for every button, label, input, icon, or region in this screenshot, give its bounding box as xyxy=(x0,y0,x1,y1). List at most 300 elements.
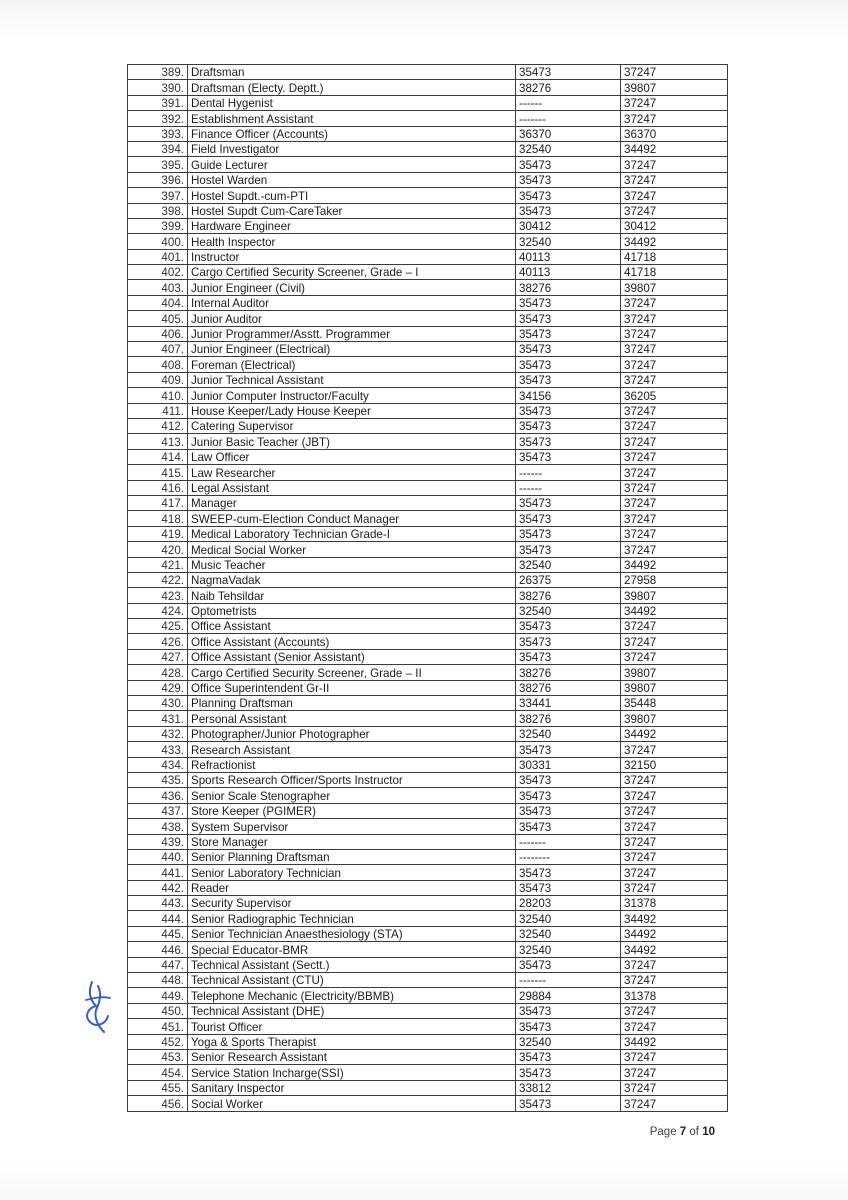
post-name-cell: Instructor xyxy=(188,249,516,264)
serial-number-cell: 407. xyxy=(128,342,188,357)
pay-cell-new: 37247 xyxy=(621,403,728,418)
pay-cell-old: ------- xyxy=(516,834,621,849)
post-name-cell: Medical Laboratory Technician Grade-I xyxy=(188,526,516,541)
pay-cell-new: 37247 xyxy=(621,526,728,541)
serial-number-cell: 456. xyxy=(128,1096,188,1111)
pay-cell-old: 35473 xyxy=(516,1003,621,1018)
pay-cell-old: ------ xyxy=(516,95,621,110)
serial-number-cell: 409. xyxy=(128,372,188,387)
serial-number-cell: 393. xyxy=(128,126,188,141)
pay-cell-new: 41718 xyxy=(621,265,728,280)
table-row xyxy=(128,649,728,664)
pay-cell-new: 37247 xyxy=(621,803,728,818)
pay-cell-old: 35473 xyxy=(516,880,621,895)
pay-cell-old: 32540 xyxy=(516,603,621,618)
serial-number-cell: 390. xyxy=(128,80,188,95)
serial-number-cell: 424. xyxy=(128,603,188,618)
pay-cell-old: 33441 xyxy=(516,696,621,711)
post-name-cell: Naib Tehsildar xyxy=(188,588,516,603)
post-name-cell: Manager xyxy=(188,495,516,510)
pay-cell-old: 35473 xyxy=(516,649,621,664)
pay-cell-new: 37247 xyxy=(621,834,728,849)
serial-number-cell: 432. xyxy=(128,726,188,741)
serial-number-cell: 434. xyxy=(128,757,188,772)
serial-number-cell: 399. xyxy=(128,218,188,233)
pay-cell-new: 37247 xyxy=(621,1096,728,1111)
table-row xyxy=(128,957,728,972)
post-name-cell: Store Manager xyxy=(188,834,516,849)
pay-cell-new: 37247 xyxy=(621,172,728,187)
pay-cell-new: 37247 xyxy=(621,95,728,110)
serial-number-cell: 452. xyxy=(128,1034,188,1049)
post-name-cell: House Keeper/Lady House Keeper xyxy=(188,403,516,418)
table-row xyxy=(128,757,728,772)
post-name-cell: Draftsman (Electy. Deptt.) xyxy=(188,80,516,95)
pay-cell-old: 32540 xyxy=(516,234,621,249)
post-name-cell: Senior Scale Stenographer xyxy=(188,788,516,803)
serial-number-cell: 422. xyxy=(128,572,188,587)
pay-cell-old: 35473 xyxy=(516,1065,621,1080)
serial-number-cell: 389. xyxy=(128,65,188,80)
post-name-cell: Catering Supervisor xyxy=(188,418,516,433)
serial-number-cell: 411. xyxy=(128,403,188,418)
pay-cell-old: 35473 xyxy=(516,495,621,510)
pay-cell-old: 32540 xyxy=(516,726,621,741)
pay-cell-old: 38276 xyxy=(516,680,621,695)
pay-cell-old: 32540 xyxy=(516,926,621,941)
post-name-cell: Junior Programmer/Asstt. Programmer xyxy=(188,326,516,341)
pay-cell-old: 35473 xyxy=(516,157,621,172)
serial-number-cell: 408. xyxy=(128,357,188,372)
pay-cell-new: 36370 xyxy=(621,126,728,141)
pay-cell-new: 39807 xyxy=(621,80,728,95)
pay-cell-new: 39807 xyxy=(621,711,728,726)
pay-cell-old: 35473 xyxy=(516,803,621,818)
pay-cell-old: 36370 xyxy=(516,126,621,141)
table-row xyxy=(128,926,728,941)
pay-cell-old: 26375 xyxy=(516,572,621,587)
pay-cell-old: 35473 xyxy=(516,372,621,387)
pay-cell-old: 33812 xyxy=(516,1080,621,1095)
pay-cell-old: 35473 xyxy=(516,403,621,418)
of-word: of xyxy=(689,1126,699,1138)
pay-cell-new: 37247 xyxy=(621,418,728,433)
pay-cell-old: 35473 xyxy=(516,1050,621,1065)
post-name-cell: Senior Radiographic Technician xyxy=(188,911,516,926)
table-row xyxy=(128,880,728,895)
post-name-cell: Technical Assistant (DHE) xyxy=(188,1003,516,1018)
serial-number-cell: 392. xyxy=(128,111,188,126)
pay-cell-new: 37247 xyxy=(621,372,728,387)
post-name-cell: Junior Engineer (Civil) xyxy=(188,280,516,295)
serial-number-cell: 427. xyxy=(128,649,188,664)
table-row xyxy=(128,141,728,156)
table-row xyxy=(128,619,728,634)
table-row xyxy=(128,188,728,203)
table-row xyxy=(128,542,728,557)
table-row xyxy=(128,849,728,864)
post-name-cell: Office Assistant (Accounts) xyxy=(188,634,516,649)
pay-cell-old: 35473 xyxy=(516,742,621,757)
pay-cell-old: 35473 xyxy=(516,311,621,326)
post-name-cell: Junior Basic Teacher (JBT) xyxy=(188,434,516,449)
serial-number-cell: 455. xyxy=(128,1080,188,1095)
pay-cell-new: 27958 xyxy=(621,572,728,587)
post-name-cell: Internal Auditor xyxy=(188,295,516,310)
serial-number-cell: 428. xyxy=(128,665,188,680)
post-name-cell: Draftsman xyxy=(188,65,516,80)
serial-number-cell: 438. xyxy=(128,819,188,834)
post-name-cell: Reader xyxy=(188,880,516,895)
table-row xyxy=(128,1003,728,1018)
pay-cell-new: 39807 xyxy=(621,588,728,603)
post-name-cell: Senior Research Assistant xyxy=(188,1050,516,1065)
table-row xyxy=(128,265,728,280)
pay-cell-new: 39807 xyxy=(621,280,728,295)
pay-cell-old: 32540 xyxy=(516,1034,621,1049)
pay-cell-new: 34492 xyxy=(621,926,728,941)
serial-number-cell: 449. xyxy=(128,988,188,1003)
post-name-cell: Junior Engineer (Electrical) xyxy=(188,342,516,357)
pay-cell-old: 35473 xyxy=(516,619,621,634)
pay-cell-old: 28203 xyxy=(516,896,621,911)
pay-cell-old: 32540 xyxy=(516,557,621,572)
table-row xyxy=(128,603,728,618)
pay-cell-old: ------ xyxy=(516,480,621,495)
serial-number-cell: 413. xyxy=(128,434,188,449)
table-row xyxy=(128,172,728,187)
post-name-cell: Planning Draftsman xyxy=(188,696,516,711)
pay-cell-old: 38276 xyxy=(516,80,621,95)
table-row xyxy=(128,988,728,1003)
post-name-cell: Establishment Assistant xyxy=(188,111,516,126)
table-row xyxy=(128,126,728,141)
table-row xyxy=(128,65,728,80)
post-name-cell: Cargo Certified Security Screener, Grade – II xyxy=(188,665,516,680)
table-row xyxy=(128,788,728,803)
serial-number-cell: 421. xyxy=(128,557,188,572)
table-row xyxy=(128,1065,728,1080)
pay-cell-new: 35448 xyxy=(621,696,728,711)
serial-number-cell: 451. xyxy=(128,1019,188,1034)
pay-cell-old: 30331 xyxy=(516,757,621,772)
salary-table-body xyxy=(128,65,728,1112)
post-name-cell: Senior Planning Draftsman xyxy=(188,849,516,864)
serial-number-cell: 415. xyxy=(128,465,188,480)
table-row xyxy=(128,772,728,787)
table-row xyxy=(128,973,728,988)
post-name-cell: Special Educator-BMR xyxy=(188,942,516,957)
pay-cell-new: 37247 xyxy=(621,819,728,834)
serial-number-cell: 431. xyxy=(128,711,188,726)
post-name-cell: Technical Assistant (Sectt.) xyxy=(188,957,516,972)
table-row xyxy=(128,449,728,464)
pay-cell-new: 37247 xyxy=(621,65,728,80)
pay-cell-new: 37247 xyxy=(621,434,728,449)
post-name-cell: Personal Assistant xyxy=(188,711,516,726)
table-row xyxy=(128,203,728,218)
post-name-cell: Office Superintendent Gr-II xyxy=(188,680,516,695)
post-name-cell: Field Investigator xyxy=(188,141,516,156)
pay-cell-new: 37247 xyxy=(621,1003,728,1018)
pay-cell-old: 35473 xyxy=(516,865,621,880)
pay-cell-new: 37247 xyxy=(621,849,728,864)
pay-cell-old: 35473 xyxy=(516,342,621,357)
serial-number-cell: 429. xyxy=(128,680,188,695)
post-name-cell: Dental Hygenist xyxy=(188,95,516,110)
table-row xyxy=(128,1034,728,1049)
serial-number-cell: 402. xyxy=(128,265,188,280)
table-row xyxy=(128,1080,728,1095)
page-total: 10 xyxy=(702,1126,715,1138)
table-row xyxy=(128,218,728,233)
table-row xyxy=(128,111,728,126)
post-name-cell: Optometrists xyxy=(188,603,516,618)
table-row xyxy=(128,865,728,880)
pay-cell-old: 35473 xyxy=(516,772,621,787)
serial-number-cell: 447. xyxy=(128,957,188,972)
pay-cell-old: 32540 xyxy=(516,942,621,957)
pay-cell-new: 37247 xyxy=(621,511,728,526)
post-name-cell: Service Station Incharge(SSI) xyxy=(188,1065,516,1080)
serial-number-cell: 453. xyxy=(128,1050,188,1065)
table-row xyxy=(128,495,728,510)
pay-cell-old: 30412 xyxy=(516,218,621,233)
table-row xyxy=(128,95,728,110)
pay-cell-new: 37247 xyxy=(621,1050,728,1065)
pay-cell-new: 34492 xyxy=(621,726,728,741)
pay-cell-new: 34492 xyxy=(621,141,728,156)
page-word: Page xyxy=(649,1126,677,1138)
page-footer xyxy=(650,1126,715,1138)
post-name-cell: Finance Officer (Accounts) xyxy=(188,126,516,141)
post-name-cell: Tourist Officer xyxy=(188,1019,516,1034)
pay-cell-old: 35473 xyxy=(516,65,621,80)
serial-number-cell: 412. xyxy=(128,418,188,433)
pay-cell-old: 35473 xyxy=(516,449,621,464)
table-row xyxy=(128,295,728,310)
table-row xyxy=(128,249,728,264)
post-name-cell: Junior Auditor xyxy=(188,311,516,326)
pay-cell-new: 37247 xyxy=(621,480,728,495)
table-row xyxy=(128,465,728,480)
post-name-cell: Office Assistant (Senior Assistant) xyxy=(188,649,516,664)
table-row xyxy=(128,726,728,741)
serial-number-cell: 454. xyxy=(128,1065,188,1080)
handwritten-initials-icon xyxy=(78,976,118,1038)
serial-number-cell: 404. xyxy=(128,295,188,310)
post-name-cell: Office Assistant xyxy=(188,619,516,634)
serial-number-cell: 426. xyxy=(128,634,188,649)
post-name-cell: Hardware Engineer xyxy=(188,218,516,233)
post-name-cell: Guide Lecturer xyxy=(188,157,516,172)
serial-number-cell: 391. xyxy=(128,95,188,110)
pay-cell-new: 41718 xyxy=(621,249,728,264)
pay-cell-new: 37247 xyxy=(621,957,728,972)
post-name-cell: Sports Research Officer/Sports Instructor xyxy=(188,772,516,787)
post-name-cell: Senior Laboratory Technician xyxy=(188,865,516,880)
serial-number-cell: 448. xyxy=(128,973,188,988)
pay-cell-new: 34492 xyxy=(621,234,728,249)
pay-cell-old: ------- xyxy=(516,111,621,126)
post-name-cell: Law Officer xyxy=(188,449,516,464)
table-row xyxy=(128,342,728,357)
pay-cell-old: 35473 xyxy=(516,357,621,372)
serial-number-cell: 437. xyxy=(128,803,188,818)
serial-number-cell: 398. xyxy=(128,203,188,218)
table-row xyxy=(128,434,728,449)
serial-number-cell: 414. xyxy=(128,449,188,464)
pay-cell-new: 37247 xyxy=(621,357,728,372)
page-current: 7 xyxy=(679,1126,687,1138)
table-row xyxy=(128,403,728,418)
post-name-cell: Junior Computer Instructor/Faculty xyxy=(188,388,516,403)
pay-cell-new: 37247 xyxy=(621,157,728,172)
table-row xyxy=(128,1050,728,1065)
pay-cell-old: 35473 xyxy=(516,511,621,526)
pay-cell-old: 35473 xyxy=(516,326,621,341)
pay-cell-new: 31378 xyxy=(621,896,728,911)
post-name-cell: Law Researcher xyxy=(188,465,516,480)
table-row xyxy=(128,372,728,387)
pay-cell-old: 35473 xyxy=(516,1019,621,1034)
table-row xyxy=(128,80,728,95)
serial-number-cell: 403. xyxy=(128,280,188,295)
table-row xyxy=(128,280,728,295)
table-row xyxy=(128,557,728,572)
serial-number-cell: 417. xyxy=(128,495,188,510)
table-row xyxy=(128,803,728,818)
pay-cell-old: 35473 xyxy=(516,634,621,649)
post-name-cell: Research Assistant xyxy=(188,742,516,757)
pay-cell-new: 32150 xyxy=(621,757,728,772)
serial-number-cell: 439. xyxy=(128,834,188,849)
table-row xyxy=(128,572,728,587)
pay-cell-new: 34492 xyxy=(621,603,728,618)
post-name-cell: Store Keeper (PGIMER) xyxy=(188,803,516,818)
serial-number-cell: 436. xyxy=(128,788,188,803)
table-row xyxy=(128,696,728,711)
post-name-cell: Junior Technical Assistant xyxy=(188,372,516,387)
salary-table xyxy=(127,64,728,1112)
serial-number-cell: 443. xyxy=(128,896,188,911)
pay-cell-old: 38276 xyxy=(516,588,621,603)
table-row xyxy=(128,388,728,403)
table-row xyxy=(128,511,728,526)
pay-cell-new: 37247 xyxy=(621,1019,728,1034)
table-row xyxy=(128,911,728,926)
pay-cell-old: 29884 xyxy=(516,988,621,1003)
pay-cell-new: 37247 xyxy=(621,342,728,357)
pay-cell-old: 32540 xyxy=(516,141,621,156)
post-name-cell: Cargo Certified Security Screener, Grade – I xyxy=(188,265,516,280)
pay-cell-new: 37247 xyxy=(621,326,728,341)
pay-cell-new: 36205 xyxy=(621,388,728,403)
pay-cell-old: ------- xyxy=(516,973,621,988)
post-name-cell: Technical Assistant (CTU) xyxy=(188,973,516,988)
serial-number-cell: 445. xyxy=(128,926,188,941)
table-row xyxy=(128,896,728,911)
serial-number-cell: 401. xyxy=(128,249,188,264)
post-name-cell: Telephone Mechanic (Electricity/BBMB) xyxy=(188,988,516,1003)
pay-cell-new: 37247 xyxy=(621,742,728,757)
table-row xyxy=(128,418,728,433)
post-name-cell: Hostel Warden xyxy=(188,172,516,187)
serial-number-cell: 435. xyxy=(128,772,188,787)
table-row xyxy=(128,1096,728,1111)
pay-cell-new: 37247 xyxy=(621,495,728,510)
table-row xyxy=(128,680,728,695)
pay-cell-old: 38276 xyxy=(516,665,621,680)
pay-cell-old: 38276 xyxy=(516,280,621,295)
pay-cell-old: 35473 xyxy=(516,542,621,557)
post-name-cell: Foreman (Electrical) xyxy=(188,357,516,372)
pay-cell-old: 35473 xyxy=(516,295,621,310)
pay-cell-new: 37247 xyxy=(621,203,728,218)
pay-cell-old: 35473 xyxy=(516,188,621,203)
serial-number-cell: 450. xyxy=(128,1003,188,1018)
serial-number-cell: 425. xyxy=(128,619,188,634)
pay-cell-new: 37247 xyxy=(621,649,728,664)
table-row xyxy=(128,742,728,757)
pay-cell-new: 37247 xyxy=(621,865,728,880)
pay-cell-new: 30412 xyxy=(621,218,728,233)
pay-cell-new: 37247 xyxy=(621,788,728,803)
pay-cell-new: 34492 xyxy=(621,911,728,926)
serial-number-cell: 444. xyxy=(128,911,188,926)
serial-number-cell: 396. xyxy=(128,172,188,187)
pay-cell-old: 35473 xyxy=(516,418,621,433)
table-row xyxy=(128,711,728,726)
table-row xyxy=(128,311,728,326)
table-row xyxy=(128,326,728,341)
post-name-cell: Refractionist xyxy=(188,757,516,772)
post-name-cell: SWEEP-cum-Election Conduct Manager xyxy=(188,511,516,526)
serial-number-cell: 441. xyxy=(128,865,188,880)
pay-cell-new: 37247 xyxy=(621,772,728,787)
serial-number-cell: 416. xyxy=(128,480,188,495)
pay-cell-old: ------ xyxy=(516,465,621,480)
pay-cell-new: 37247 xyxy=(621,295,728,310)
serial-number-cell: 419. xyxy=(128,526,188,541)
table-row xyxy=(128,357,728,372)
serial-number-cell: 430. xyxy=(128,696,188,711)
post-name-cell: Hostel Supdt Cum-CareTaker xyxy=(188,203,516,218)
serial-number-cell: 423. xyxy=(128,588,188,603)
pay-cell-old: 35473 xyxy=(516,434,621,449)
post-name-cell: Sanitary Inspector xyxy=(188,1080,516,1095)
serial-number-cell: 395. xyxy=(128,157,188,172)
serial-number-cell: 394. xyxy=(128,141,188,156)
table-row xyxy=(128,234,728,249)
serial-number-cell: 406. xyxy=(128,326,188,341)
pay-cell-new: 39807 xyxy=(621,665,728,680)
pay-cell-new: 37247 xyxy=(621,311,728,326)
serial-number-cell: 418. xyxy=(128,511,188,526)
pay-cell-old: 38276 xyxy=(516,711,621,726)
table-row xyxy=(128,634,728,649)
pay-cell-new: 37247 xyxy=(621,634,728,649)
serial-number-cell: 400. xyxy=(128,234,188,249)
serial-number-cell: 397. xyxy=(128,188,188,203)
table-row xyxy=(128,1019,728,1034)
pay-cell-new: 37247 xyxy=(621,449,728,464)
table-row xyxy=(128,157,728,172)
post-name-cell: NagmaVadak xyxy=(188,572,516,587)
pay-cell-new: 39807 xyxy=(621,680,728,695)
pay-cell-new: 37247 xyxy=(621,188,728,203)
table-row xyxy=(128,819,728,834)
